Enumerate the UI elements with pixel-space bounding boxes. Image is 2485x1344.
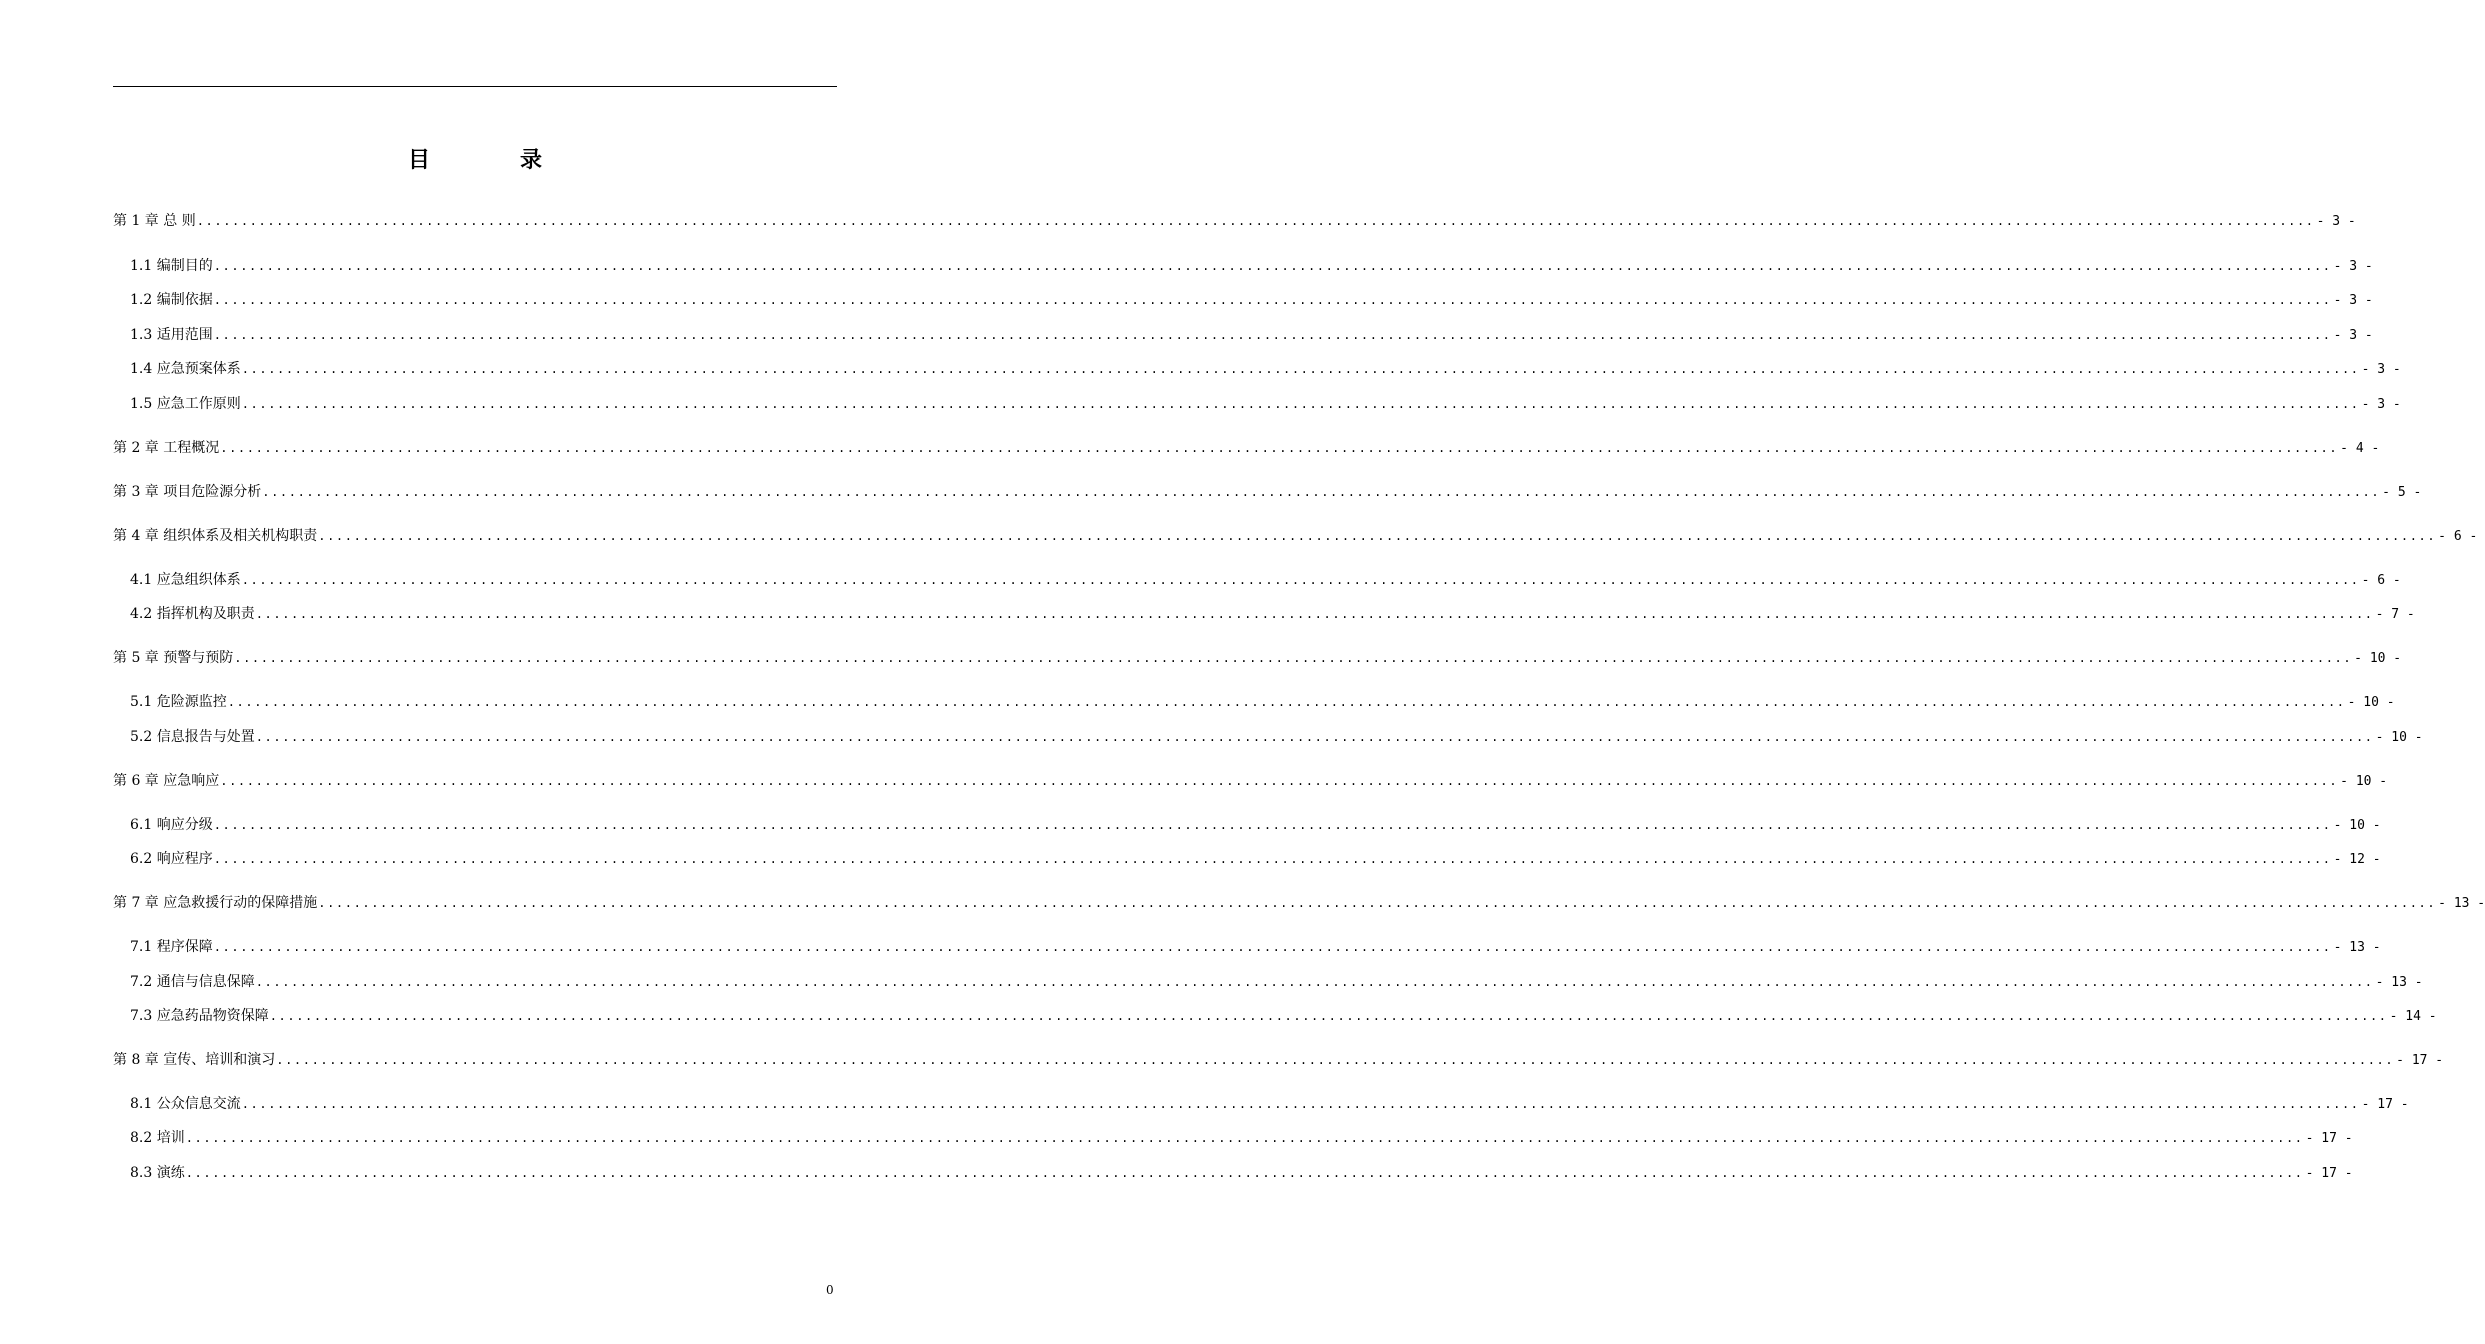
toc-entry-label: 8.1 公众信息交流 — [130, 1096, 241, 1112]
toc-section-entry[interactable] — [130, 255, 2373, 277]
toc-entry-label: 5.2 信息报告与处置 — [130, 729, 255, 745]
toc-entry-label: 4.2 指挥机构及职责 — [130, 606, 255, 622]
toc-dot-leader: ................................................................................................................................................................................................................................................ — [255, 607, 2374, 621]
toc-dot-leader: ................................................................................................................................................................................................................................................ — [196, 214, 2315, 228]
toc-section-entry[interactable] — [130, 603, 2415, 625]
toc-entry-label: 1.3 适用范围 — [130, 327, 213, 343]
toc-entry-label: 第 2 章 工程概况 — [113, 440, 220, 456]
toc-section-entry[interactable] — [130, 691, 2395, 713]
toc-dot-leader: ................................................................................................................................................................................................................................................ — [241, 1097, 2360, 1111]
toc-dot-leader: ................................................................................................................................................................................................................................................ — [318, 529, 2437, 543]
toc-entry-label: 7.3 应急药品物资保障 — [130, 1008, 269, 1024]
toc-entry-label: 第 6 章 应急响应 — [113, 773, 220, 789]
toc-section-entry[interactable] — [130, 848, 2381, 870]
toc-entry-page: - 10 - — [2354, 651, 2402, 666]
toc-entry-page: - 10 - — [2347, 695, 2395, 710]
toc-entry-page: - 17 - — [2361, 1097, 2409, 1112]
toc-chapter-entry[interactable] — [113, 525, 2478, 547]
toc-chapter-entry[interactable] — [113, 647, 2402, 669]
toc-entry-label: 1.4 应急预案体系 — [130, 361, 241, 377]
toc-dot-leader: ................................................................................................................................................................................................................................................ — [241, 397, 2360, 411]
toc-dot-leader: ................................................................................................................................................................................................................................................ — [213, 818, 2332, 832]
toc-entry-page: - 10 - — [2340, 774, 2388, 789]
toc-entry-page: - 3 - — [2361, 397, 2401, 412]
toc-entry-page: - 3 - — [2316, 214, 2356, 229]
toc-entry-page: - 13 - — [2375, 975, 2423, 990]
toc-chapter-entry[interactable] — [113, 210, 2356, 232]
toc-dot-leader: ................................................................................................................................................................................................................................................ — [185, 1131, 2304, 1145]
toc-section-entry[interactable] — [130, 1005, 2437, 1027]
toc-entry-page: - 5 - — [2382, 485, 2422, 500]
toc-chapter-entry[interactable] — [113, 892, 2485, 914]
toc-entry-label: 第 7 章 应急救援行动的保障措施 — [113, 895, 318, 911]
toc-dot-leader: ................................................................................................................................................................................................................................................ — [213, 852, 2332, 866]
toc-dot-leader: ................................................................................................................................................................................................................................................ — [220, 774, 2339, 788]
toc-entry-page: - 17 - — [2396, 1053, 2444, 1068]
toc-dot-leader: ................................................................................................................................................................................................................................................ — [220, 441, 2339, 455]
toc-entry-page: - 3 - — [2361, 362, 2401, 377]
toc-chapter-entry[interactable] — [113, 437, 2380, 459]
toc-chapter-entry[interactable] — [113, 1049, 2444, 1071]
toc-entry-label: 5.1 危险源监控 — [130, 694, 227, 710]
toc-dot-leader: ................................................................................................................................................................................................................................................ — [255, 730, 2374, 744]
toc-entry-label: 1.1 编制目的 — [130, 258, 213, 274]
toc-entry-page: - 10 - — [2333, 818, 2381, 833]
toc-entry-page: - 13 - — [2333, 940, 2381, 955]
toc-dot-leader: ................................................................................................................................................................................................................................................ — [213, 293, 2332, 307]
toc-entry-page: - 17 - — [2305, 1131, 2353, 1146]
toc-entry-label: 第 4 章 组织体系及相关机构职责 — [113, 528, 318, 544]
toc-section-entry[interactable] — [130, 814, 2381, 836]
toc-chapter-entry[interactable] — [113, 481, 2422, 503]
toc-entry-page: - 4 - — [2340, 441, 2380, 456]
toc-entry-label: 第 8 章 宣传、培训和演习 — [113, 1052, 276, 1068]
toc-dot-leader: ................................................................................................................................................................................................................................................ — [213, 328, 2332, 342]
toc-dot-leader: ................................................................................................................................................................................................................................................ — [269, 1009, 2388, 1023]
toc-section-entry[interactable] — [130, 358, 2401, 380]
toc-dot-leader: ................................................................................................................................................................................................................................................ — [241, 573, 2360, 587]
toc-dot-leader: ................................................................................................................................................................................................................................................ — [227, 695, 2346, 709]
toc-entry-label: 7.1 程序保障 — [130, 939, 213, 955]
toc-section-entry[interactable] — [130, 324, 2373, 346]
toc-entry-page: - 3 - — [2333, 293, 2373, 308]
toc-section-entry[interactable] — [130, 569, 2401, 591]
toc-section-entry[interactable] — [130, 936, 2381, 958]
toc-entry-page: - 6 - — [2438, 529, 2478, 544]
toc-dot-leader: ................................................................................................................................................................................................................................................ — [318, 896, 2437, 910]
toc-entry-page: - 17 - — [2305, 1166, 2353, 1181]
toc-chapter-entry[interactable] — [113, 770, 2388, 792]
toc-entry-page: - 6 - — [2361, 573, 2401, 588]
toc-section-entry[interactable] — [130, 726, 2423, 748]
toc-dot-leader: ................................................................................................................................................................................................................................................ — [213, 940, 2332, 954]
toc-entry-label: 7.2 通信与信息保障 — [130, 974, 255, 990]
toc-entry-page: - 3 - — [2333, 259, 2373, 274]
toc-entry-label: 8.2 培训 — [130, 1130, 185, 1146]
toc-section-entry[interactable] — [130, 393, 2401, 415]
toc-entry-page: - 13 - — [2438, 896, 2485, 911]
toc-entry-label: 6.1 响应分级 — [130, 817, 213, 833]
toc-entry-page: - 7 - — [2375, 607, 2415, 622]
toc-entry-label: 8.3 演练 — [130, 1165, 185, 1181]
toc-section-entry[interactable] — [130, 1162, 2353, 1184]
page-number: 0 — [826, 1283, 834, 1297]
toc-dot-leader: ................................................................................................................................................................................................................................................ — [276, 1053, 2395, 1067]
toc-section-entry[interactable] — [130, 289, 2373, 311]
toc-dot-leader: ................................................................................................................................................................................................................................................ — [262, 485, 2381, 499]
toc-dot-leader: ................................................................................................................................................................................................................................................ — [213, 259, 2332, 273]
toc-entry-page: - 3 - — [2333, 328, 2373, 343]
toc-dot-leader: ................................................................................................................................................................................................................................................ — [241, 362, 2360, 376]
toc-dot-leader: ................................................................................................................................................................................................................................................ — [234, 651, 2353, 665]
toc-entry-label: 6.2 响应程序 — [130, 851, 213, 867]
toc-entry-label: 1.2 编制依据 — [130, 292, 213, 308]
toc-dot-leader: ................................................................................................................................................................................................................................................ — [185, 1166, 2304, 1180]
toc-entry-page: - 12 - — [2333, 852, 2381, 867]
toc-entry-label: 第 5 章 预警与预防 — [113, 650, 234, 666]
page-title: 目 录 — [407, 148, 576, 173]
toc-entry-page: - 14 - — [2389, 1009, 2437, 1024]
toc-section-entry[interactable] — [130, 1093, 2409, 1115]
toc-section-entry[interactable] — [130, 1127, 2353, 1149]
toc-entry-label: 第 3 章 项目危险源分析 — [113, 484, 262, 500]
toc-entry-label: 4.1 应急组织体系 — [130, 572, 241, 588]
toc-entry-label: 第 1 章 总 则 — [113, 213, 196, 229]
toc-section-entry[interactable] — [130, 971, 2423, 993]
toc-entry-page: - 10 - — [2375, 730, 2423, 745]
toc-dot-leader: ................................................................................................................................................................................................................................................ — [255, 975, 2374, 989]
toc-entry-label: 1.5 应急工作原则 — [130, 396, 241, 412]
